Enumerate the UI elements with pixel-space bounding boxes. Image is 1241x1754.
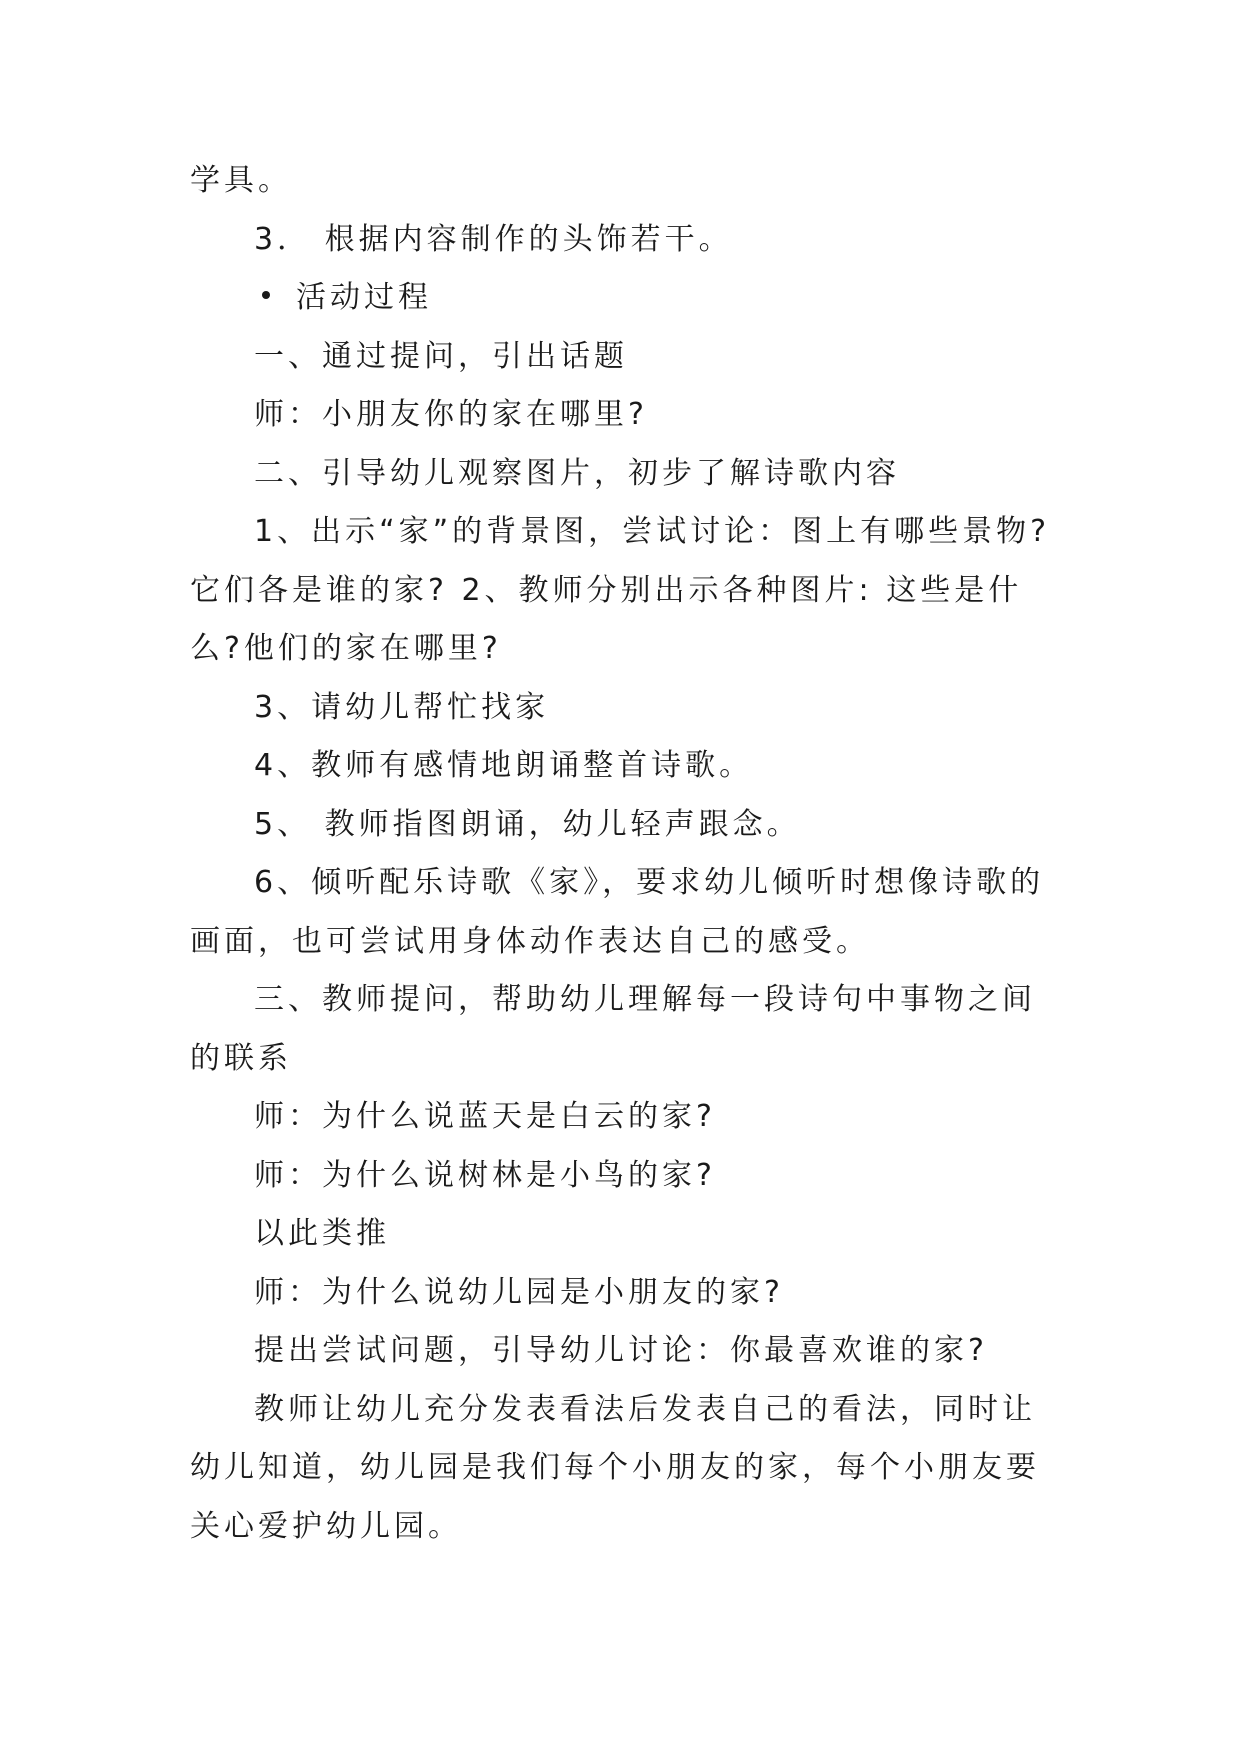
section-heading-text: 活动过程	[296, 280, 432, 315]
paragraph-discussion-prompt: 提出尝试问题，引导幼儿讨论：你最喜欢谁的家?	[254, 1333, 988, 1368]
paragraph-step-2-item-3: 3、请幼儿帮忙找家	[254, 689, 550, 725]
bullet-icon	[262, 291, 270, 299]
section-heading-activity-process	[190, 269, 1052, 328]
teacher-question: 师：为什么说幼儿园是小朋友的家?	[254, 1274, 784, 1310]
paragraph-step-2-item-6: 6、倾听配乐诗歌《家》，要求幼儿倾听时想像诗歌的画面，也可尝试用身体动作表达自己的感受。	[190, 865, 1045, 959]
teacher-question: 师：为什么说蓝天是白云的家?	[254, 1099, 716, 1134]
teacher-question: 师：小朋友你的家在哪里?	[254, 397, 648, 432]
paragraph-analogy: 以此类推	[254, 1216, 390, 1251]
step-heading-3: 三、教师提问，帮助幼儿理解每一段诗句中事物之间的联系	[190, 982, 1036, 1076]
document-body	[190, 152, 1052, 1556]
paragraph-step-2-item-4: 4、教师有感情地朗诵整首诗歌。	[254, 748, 754, 783]
paragraph-continuation: 学具。	[190, 163, 292, 198]
paragraph-step-2-item-5: 5、 教师指图朗诵，幼儿轻声跟念。	[254, 806, 801, 842]
step-heading-2: 二、引导幼儿观察图片，初步了解诗歌内容	[254, 455, 900, 491]
paragraph-conclusion: 教师让幼儿充分发表看法后发表自己的看法，同时让幼儿知道，幼儿园是我们每个小朋友的家，每个小朋友要关心爱护幼儿园。	[190, 1391, 1040, 1544]
paragraph-step-2-items: 1、出示“家”的背景图，尝试讨论：图上有哪些景物?它们各是谁的家? 2、教师分别出示各种图片: 这些是什么?他们的家在哪里?	[190, 514, 1051, 666]
teacher-question: 师：为什么说树林是小鸟的家?	[254, 1157, 716, 1193]
paragraph-materials-item-3: 3． 根据内容制作的头饰若干。	[254, 221, 733, 257]
step-heading-1: 一、通过提问，引出话题	[254, 338, 628, 374]
